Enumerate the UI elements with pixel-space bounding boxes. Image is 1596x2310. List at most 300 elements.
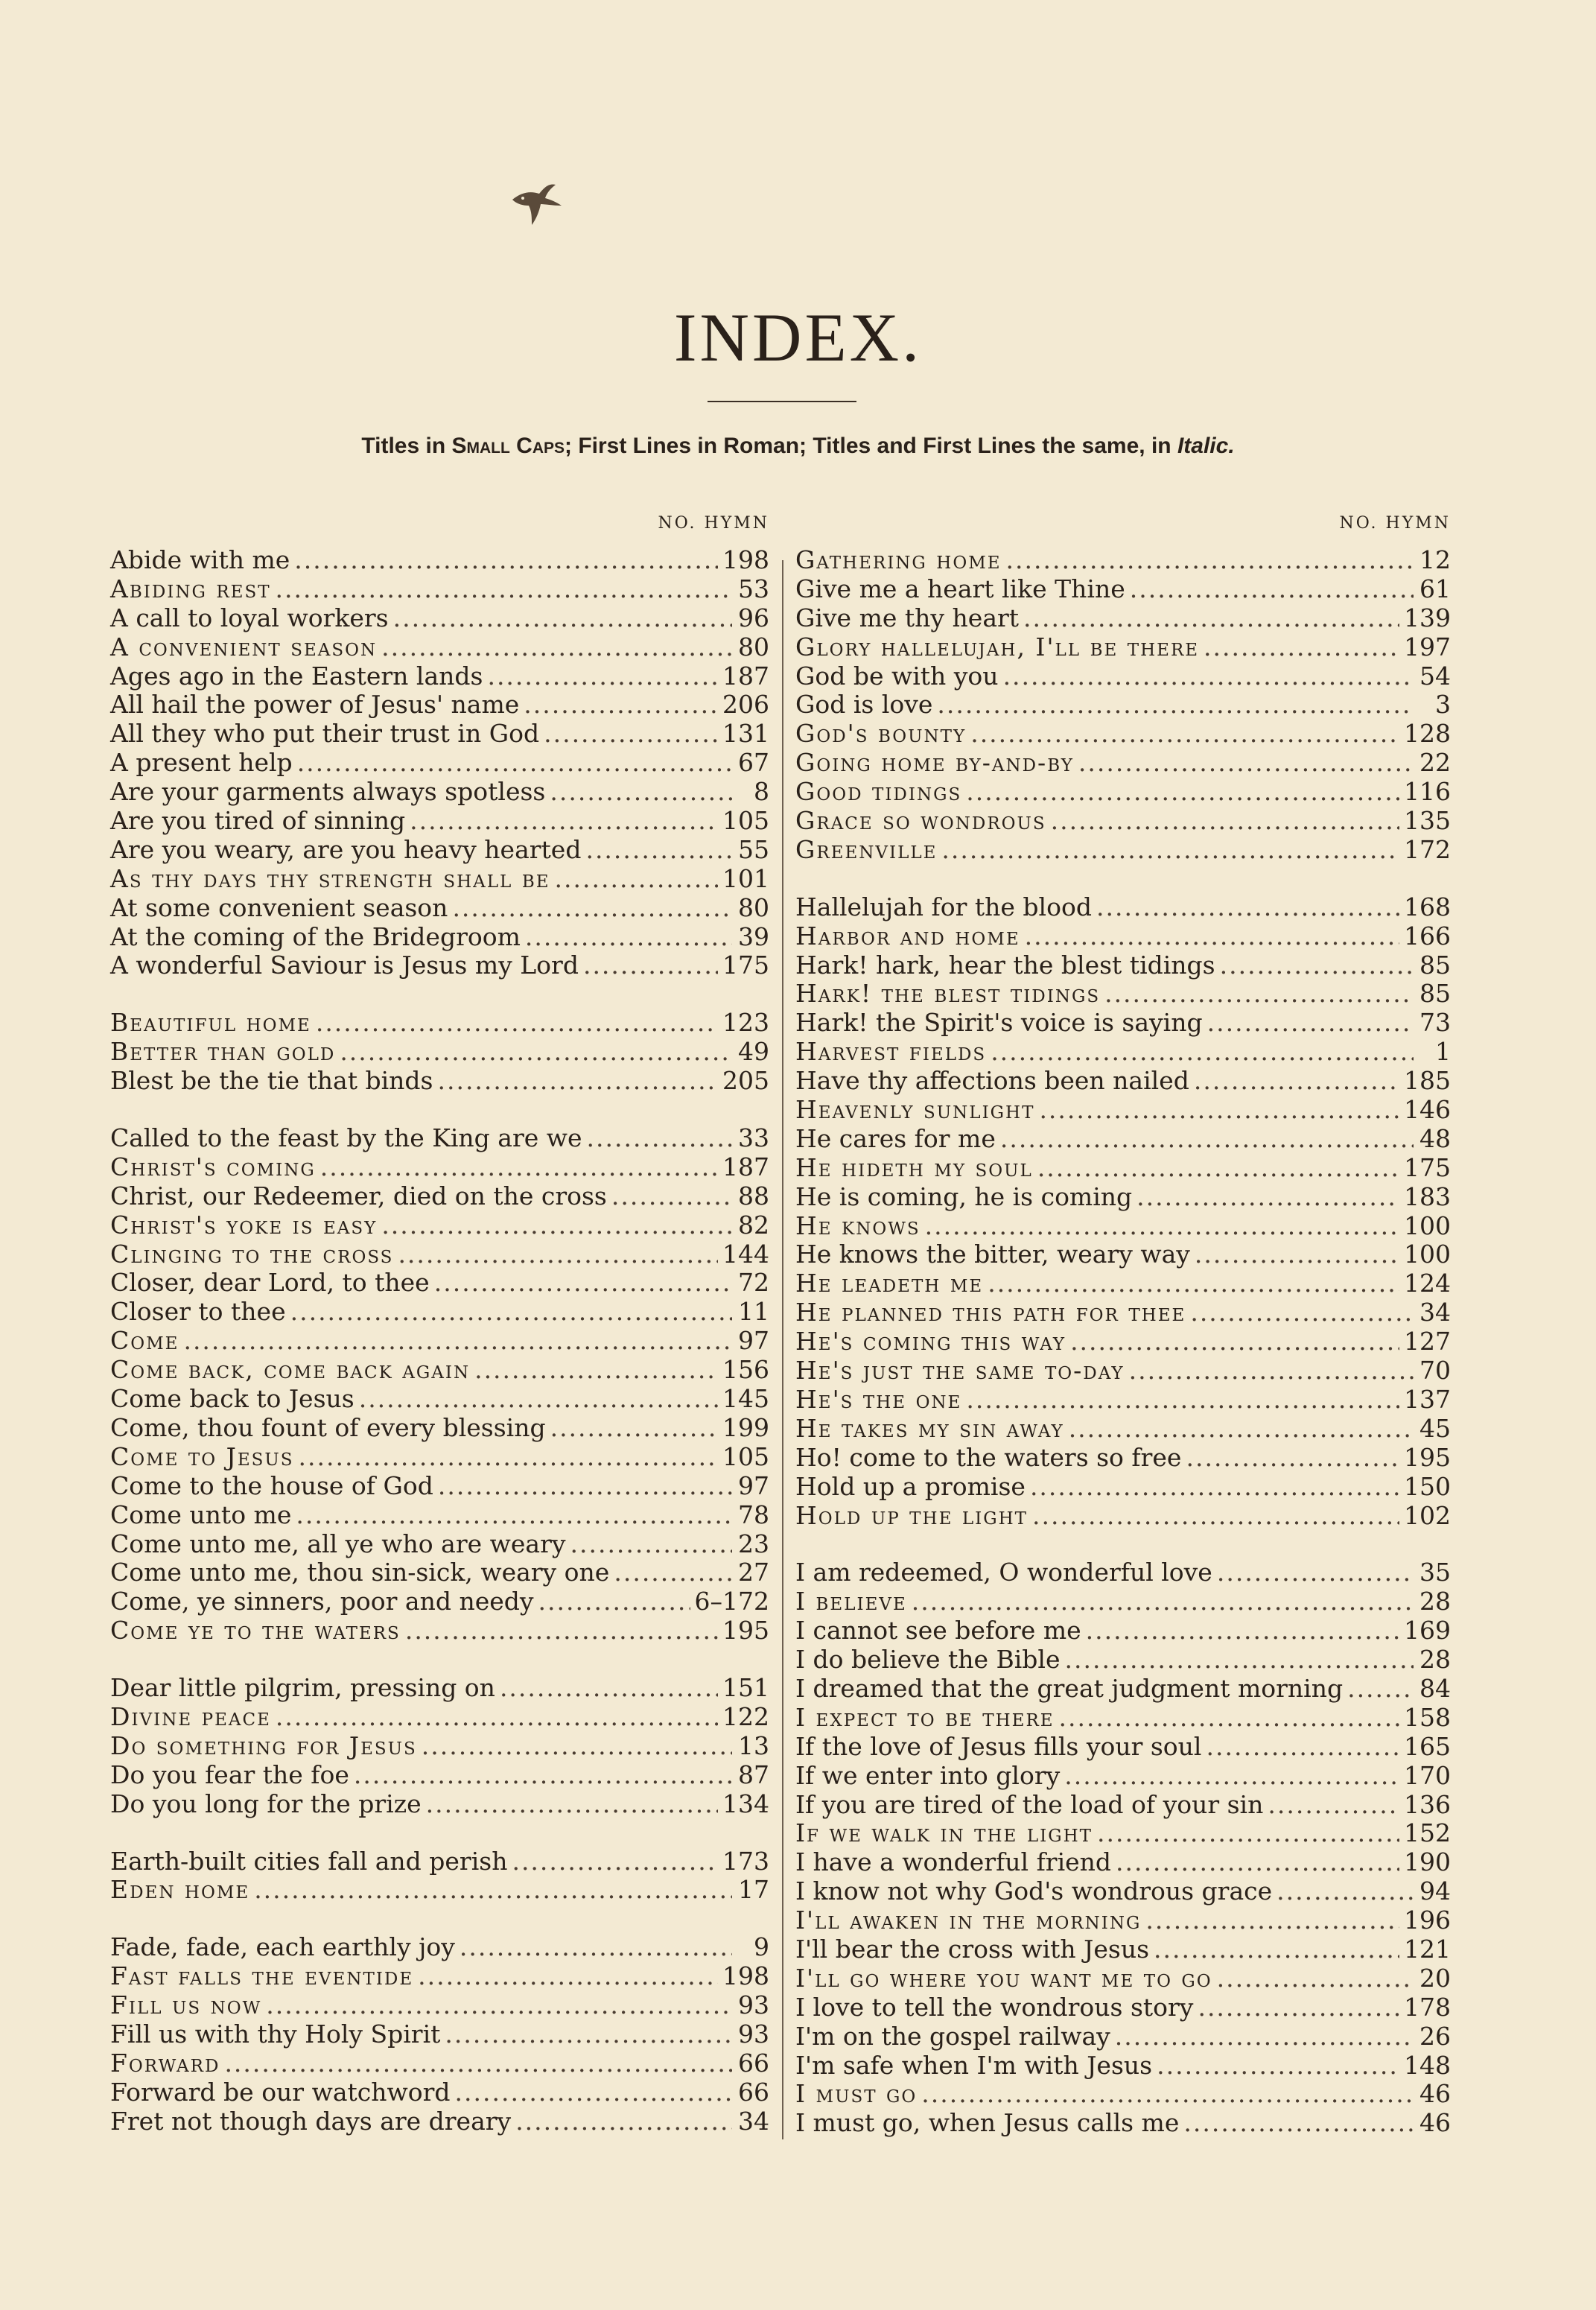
entry-title: Forward <box>110 2048 220 2078</box>
hymn-number: 28 <box>1419 1645 1451 1675</box>
dot-leader <box>1096 892 1399 921</box>
hymn-number: 72 <box>738 1268 769 1298</box>
dot-leader <box>434 1268 732 1297</box>
hymn-number: 144 <box>722 1239 769 1269</box>
hymn-number: 13 <box>738 1730 769 1760</box>
index-entry <box>795 545 1451 574</box>
entry-title: Greenville <box>795 834 938 864</box>
hymn-number: 178 <box>1404 1992 1451 2022</box>
hymn-number: 123 <box>722 1008 769 1038</box>
hymn-number: 80 <box>738 632 769 661</box>
hymn-number: 121 <box>1404 1934 1451 1964</box>
index-entry <box>795 806 1451 835</box>
dot-leader <box>1037 1153 1399 1182</box>
hymn-number: 190 <box>1404 1847 1451 1877</box>
hymn-number: 105 <box>722 1441 769 1471</box>
index-entry <box>110 574 769 603</box>
hymn-number: 46 <box>1419 2108 1451 2138</box>
dot-leader <box>460 1932 732 1961</box>
dot-leader <box>1064 1761 1399 1790</box>
dot-leader <box>297 748 732 777</box>
index-entry <box>795 2079 1451 2108</box>
index-entry <box>110 1297 769 1326</box>
dot-leader <box>1051 806 1399 835</box>
hymn-number: 196 <box>1404 1906 1451 1935</box>
index-entry <box>110 777 769 806</box>
index-entry <box>795 1327 1451 1356</box>
index-entry <box>795 1790 1451 1819</box>
index-entry <box>110 1500 769 1529</box>
dot-leader <box>1186 1443 1399 1472</box>
entry-title: Hold up a promise <box>795 1471 1026 1501</box>
entry-title: Come unto me, thou sin-sick, weary one <box>110 1558 610 1587</box>
index-entry <box>795 1472 1451 1501</box>
hymn-number: 206 <box>722 690 769 720</box>
entry-title: He hideth my soul <box>795 1152 1033 1182</box>
index-entry <box>110 1384 769 1413</box>
index-entry <box>110 1152 769 1181</box>
index-entry <box>795 1935 1451 1964</box>
dot-leader <box>437 1066 718 1095</box>
dot-leader <box>1032 1501 1399 1530</box>
index-entry <box>110 1702 769 1731</box>
hymn-number: 96 <box>738 603 769 632</box>
entry-title: I cannot see before me <box>795 1616 1081 1646</box>
hymn-number: 35 <box>1419 1558 1451 1587</box>
index-entry <box>110 835 769 864</box>
entry-title: I'm on the gospel railway <box>795 2021 1110 2051</box>
hymn-number: 168 <box>1404 892 1451 921</box>
index-entry <box>795 1847 1451 1876</box>
entry-title: Come <box>110 1326 179 1356</box>
index-entry <box>110 632 769 661</box>
index-column-right <box>795 514 1451 2137</box>
hymn-number: 128 <box>1404 719 1451 749</box>
hymn-number: 197 <box>1404 632 1451 661</box>
entry-title: He's just the same to-day <box>795 1356 1125 1386</box>
legend-part-1: Titles in <box>361 434 452 458</box>
index-entry <box>110 1240 769 1269</box>
entry-title: Are you tired of sinning <box>110 806 406 836</box>
entry-title: He leadeth me <box>795 1269 984 1298</box>
index-entry <box>110 603 769 632</box>
hymn-number: 187 <box>722 1152 769 1181</box>
hymn-number: 70 <box>1419 1356 1451 1386</box>
index-entry <box>110 951 769 980</box>
hymn-number: 198 <box>722 1961 769 1991</box>
dot-leader <box>1136 1182 1399 1211</box>
hymn-number: 28 <box>1419 1587 1451 1616</box>
hymn-number: 53 <box>738 574 769 603</box>
dot-leader <box>452 893 732 922</box>
entry-title: Hark! the Spirit's voice is saying <box>795 1008 1203 1038</box>
hymn-number: 93 <box>738 2019 769 2049</box>
index-entry <box>110 690 769 719</box>
index-entry <box>110 748 769 777</box>
entry-title: I love to tell the wondrous story <box>795 1992 1194 2022</box>
index-entry <box>795 1414 1451 1443</box>
hymn-number: 34 <box>1419 1298 1451 1327</box>
index-entry <box>110 1037 769 1066</box>
entry-title: A convenient season <box>110 632 378 661</box>
dot-leader <box>276 1702 718 1731</box>
dot-leader <box>1070 1327 1399 1356</box>
index-entry <box>110 1587 769 1616</box>
dot-leader <box>1190 1298 1414 1327</box>
dot-leader <box>290 1297 732 1326</box>
index-entry <box>795 1674 1451 1703</box>
hymn-number: 198 <box>722 545 769 574</box>
entry-title: He planned this path for thee <box>795 1298 1186 1327</box>
index-entry <box>795 1993 1451 2022</box>
entry-title: Come, ye sinners, poor and needy <box>110 1587 534 1616</box>
dot-leader <box>611 1181 732 1210</box>
index-entry <box>110 1875 769 1904</box>
dot-leader <box>410 806 718 835</box>
hymn-number: 169 <box>1404 1616 1451 1646</box>
hymn-number: 3 <box>1435 690 1451 720</box>
dot-leader <box>1086 1616 1399 1645</box>
index-entry <box>795 1037 1451 1066</box>
entry-title: He cares for me <box>795 1123 996 1153</box>
hymn-number: 78 <box>738 1500 769 1529</box>
index-entry <box>110 719 769 748</box>
index-entry <box>795 1182 1451 1211</box>
entry-title: Do you long for the prize <box>110 1789 422 1818</box>
column-header: NO. HYMN <box>658 514 769 533</box>
dot-leader <box>1104 979 1414 1008</box>
dot-leader <box>937 690 1414 719</box>
index-entry <box>110 893 769 922</box>
dot-leader <box>1206 1732 1399 1761</box>
dot-leader <box>1039 1095 1399 1124</box>
hymn-number: 82 <box>738 1210 769 1240</box>
hymn-number: 66 <box>738 2048 769 2078</box>
index-entry <box>110 922 769 951</box>
dot-leader <box>393 603 732 632</box>
entry-title: Christ's coming <box>110 1152 316 1181</box>
entry-title: A wonderful Saviour is Jesus my Lord <box>110 951 579 980</box>
hymn-number: 6–172 <box>694 1587 769 1616</box>
index-entry <box>110 661 769 691</box>
hymn-number: 185 <box>1404 1066 1451 1096</box>
index-entry <box>795 1906 1451 1935</box>
dot-leader <box>585 835 732 864</box>
dot-leader <box>570 1529 732 1558</box>
hymn-number: 26 <box>1419 2021 1451 2051</box>
dot-leader <box>426 1789 718 1818</box>
dot-leader <box>583 951 718 980</box>
index-entry <box>795 892 1451 921</box>
entry-title: Harvest fields <box>795 1037 987 1067</box>
dot-leader <box>587 1123 732 1152</box>
dot-leader <box>276 574 732 603</box>
dot-leader <box>512 1847 718 1876</box>
entry-title: All they who put their trust in God <box>110 719 540 749</box>
dot-leader <box>1078 748 1414 777</box>
index-entry <box>795 661 1451 691</box>
index-entry <box>110 1413 769 1442</box>
hymn-number: 1 <box>1435 1037 1451 1067</box>
dot-leader <box>525 922 732 951</box>
entry-title: A present help <box>110 748 293 778</box>
index-entry <box>110 2019 769 2049</box>
hymn-number: 158 <box>1404 1702 1451 1732</box>
entry-title: I know not why God's wondrous grace <box>795 1876 1273 1906</box>
index-entry <box>110 1442 769 1471</box>
index-entry <box>795 1703 1451 1732</box>
hymn-number: 134 <box>722 1789 769 1818</box>
hymn-number: 45 <box>1419 1413 1451 1443</box>
dot-leader <box>1183 2108 1414 2137</box>
entry-title: Eden home <box>110 1875 250 1905</box>
index-entry <box>795 777 1451 806</box>
hymn-number: 54 <box>1419 661 1451 691</box>
legend-italic: Italic. <box>1177 434 1235 458</box>
entry-title: He is coming, he is coming <box>795 1181 1133 1211</box>
dot-leader <box>1115 2022 1414 2051</box>
index-entry <box>795 1356 1451 1385</box>
entry-title: Divine peace <box>110 1701 271 1731</box>
index-entry <box>110 806 769 835</box>
entry-title: Earth-built cities fall and perish <box>110 1846 508 1876</box>
hymn-number: 146 <box>1404 1095 1451 1125</box>
index-entry <box>795 1269 1451 1298</box>
dot-leader <box>254 1875 732 1904</box>
dot-leader <box>405 1616 718 1645</box>
hymn-number: 88 <box>738 1181 769 1210</box>
index-entry <box>795 1558 1451 1587</box>
entry-title: Forward be our watchword <box>110 2077 451 2107</box>
hymn-number: 34 <box>738 2106 769 2136</box>
dot-leader <box>1157 2051 1399 2080</box>
hymn-number: 97 <box>738 1326 769 1356</box>
index-legend <box>0 434 1596 459</box>
entry-title: I expect to be there <box>795 1702 1055 1732</box>
index-entry <box>110 1932 769 1961</box>
hymn-number: 205 <box>722 1066 769 1096</box>
hymn-number: 93 <box>738 1990 769 2020</box>
hymn-number: 46 <box>1419 2079 1451 2109</box>
index-entry <box>110 1529 769 1558</box>
hymn-number: 94 <box>1419 1876 1451 1906</box>
index-entry <box>795 1587 1451 1616</box>
index-column-left <box>110 514 769 2136</box>
dot-leader <box>359 1384 718 1413</box>
entry-title: I'll bear the cross with Jesus <box>795 1934 1150 1964</box>
entry-title: Closer, dear Lord, to thee <box>110 1268 430 1298</box>
dot-leader <box>991 1037 1414 1066</box>
entry-title: Abide with me <box>110 545 290 574</box>
index-entry <box>795 835 1451 864</box>
dot-leader <box>912 1587 1414 1616</box>
index-entry <box>110 1066 769 1095</box>
entry-title: God's bounty <box>795 719 967 749</box>
index-entry <box>795 2051 1451 2080</box>
hymn-number: 49 <box>738 1037 769 1067</box>
hymn-number: 136 <box>1404 1789 1451 1819</box>
entry-title: Going home by-and-by <box>795 748 1074 778</box>
index-entry <box>795 2108 1451 2137</box>
hymn-number: 102 <box>1404 1500 1451 1530</box>
dot-leader <box>1097 1818 1399 1847</box>
dot-leader <box>550 1413 718 1442</box>
entry-title: God be with you <box>795 661 999 691</box>
index-entry <box>110 864 769 893</box>
entry-title: As thy days thy strength shall be <box>110 863 550 893</box>
index-entry <box>110 1181 769 1210</box>
dot-leader <box>1194 1066 1399 1095</box>
index-entry <box>795 603 1451 632</box>
hymn-number: 175 <box>1404 1152 1451 1182</box>
index-entry <box>110 545 769 574</box>
dot-leader <box>1217 1558 1414 1587</box>
entry-title: Better than gold <box>110 1037 336 1067</box>
dot-leader <box>500 1673 718 1702</box>
hymn-number: 175 <box>722 951 769 980</box>
entry-title: He's the one <box>795 1384 962 1414</box>
dot-leader <box>988 1269 1399 1298</box>
index-entry <box>110 1558 769 1587</box>
index-entry <box>795 1298 1451 1327</box>
entry-title: At the coming of the Bridegroom <box>110 921 521 951</box>
entry-title: Christ's yoke is easy <box>110 1210 378 1240</box>
entry-title: Called to the feast by the King are we <box>110 1123 582 1153</box>
index-entry <box>795 632 1451 661</box>
dot-leader <box>296 1500 732 1529</box>
index-entry <box>795 1124 1451 1153</box>
dot-leader <box>1025 921 1399 951</box>
dot-leader <box>445 2019 732 2049</box>
entry-title: Have thy affections been nailed <box>795 1066 1189 1096</box>
entry-title: He takes my sin away <box>795 1413 1064 1443</box>
dot-leader <box>1116 1847 1399 1876</box>
dot-leader <box>1130 574 1414 603</box>
dot-leader <box>555 864 718 893</box>
hymn-number: 145 <box>722 1384 769 1414</box>
index-entry <box>110 1990 769 2019</box>
entry-title: He knows the bitter, weary way <box>795 1240 1190 1269</box>
entry-title: Are your garments always spotless <box>110 777 546 807</box>
dot-leader <box>925 1211 1399 1240</box>
entry-title: Clinging to the cross <box>110 1239 394 1269</box>
entry-title: Good tidings <box>795 777 962 807</box>
entry-title: Are you weary, are you heavy hearted <box>110 834 582 864</box>
page-title: INDEX. <box>673 299 923 375</box>
hymn-number: 131 <box>722 719 769 749</box>
hymn-number: 85 <box>1419 979 1451 1009</box>
entry-title: Come, thou fount of every blessing <box>110 1412 546 1442</box>
index-entry <box>795 748 1451 777</box>
hymn-number: 122 <box>722 1701 769 1731</box>
dot-leader <box>614 1558 732 1587</box>
dot-leader <box>1195 1240 1399 1269</box>
dot-leader <box>1129 1356 1414 1385</box>
dot-leader <box>1003 661 1414 691</box>
dot-leader <box>966 777 1399 806</box>
index-entry <box>110 1789 769 1818</box>
column-divider <box>782 560 783 2139</box>
index-entry <box>110 1008 769 1037</box>
hymn-number: 22 <box>1419 748 1451 778</box>
entry-title: I'll awaken in the morning <box>795 1906 1142 1935</box>
entry-title: I must go <box>795 2079 918 2109</box>
entry-title: Fade, fade, each earthly joy <box>110 1932 455 1962</box>
entry-title: Give me a heart like Thine <box>795 574 1125 603</box>
dot-leader <box>266 1990 732 2019</box>
index-entry <box>795 1211 1451 1240</box>
hymn-number: 199 <box>722 1412 769 1442</box>
dot-leader <box>1023 603 1399 632</box>
column-header: NO. HYMN <box>1339 514 1451 533</box>
dot-leader <box>422 1731 732 1760</box>
index-entry <box>110 1760 769 1789</box>
dot-leader <box>455 2078 732 2107</box>
entry-title: I dreamed that the great judgment morning <box>795 1673 1344 1703</box>
index-entry <box>795 1616 1451 1645</box>
title-rule <box>708 401 856 402</box>
entry-title: Abiding rest <box>110 574 271 603</box>
hymn-number: 151 <box>722 1673 769 1703</box>
entry-title: Come back, come back again <box>110 1355 471 1385</box>
entry-title: He's coming this way <box>795 1327 1066 1357</box>
index-entry <box>795 1645 1451 1674</box>
dot-leader <box>381 632 732 661</box>
index-entry <box>110 1616 769 1645</box>
index-entry <box>110 1673 769 1702</box>
index-entry <box>795 1443 1451 1472</box>
index-entry <box>110 1471 769 1500</box>
dot-leader <box>1268 1790 1399 1819</box>
entry-title: Ho! come to the waters so free <box>795 1442 1182 1472</box>
hymn-number: 66 <box>738 2077 769 2107</box>
hymn-number: 183 <box>1404 1181 1451 1211</box>
dot-leader <box>1069 1414 1414 1443</box>
entry-title: If the love of Jesus fills your soul <box>795 1731 1202 1761</box>
entry-title: At some convenient season <box>110 892 448 922</box>
entry-title: I believe <box>795 1587 907 1616</box>
entry-title: A call to loyal workers <box>110 603 389 632</box>
entry-title: Fret not though days are dreary <box>110 2106 512 2136</box>
entry-title: All hail the power of Jesus' name <box>110 690 520 720</box>
entry-title: God is love <box>795 690 933 720</box>
index-entry <box>795 979 1451 1008</box>
hymn-number: 172 <box>1404 834 1451 864</box>
dot-leader <box>1207 1008 1414 1037</box>
dot-leader <box>294 545 718 574</box>
entry-title: Gathering home <box>795 545 1002 574</box>
entry-title: Ages ago in the Eastern lands <box>110 661 483 691</box>
dot-leader <box>1220 951 1414 980</box>
hymn-number: 33 <box>738 1123 769 1153</box>
index-entry <box>795 1095 1451 1124</box>
dot-leader <box>550 777 732 806</box>
dot-leader <box>1000 1124 1414 1153</box>
entry-title: If we enter into glory <box>795 1760 1061 1790</box>
hymn-number: 170 <box>1404 1760 1451 1790</box>
index-entry <box>795 1964 1451 1993</box>
entry-title: Come to Jesus <box>110 1441 294 1471</box>
hymn-number: 12 <box>1419 545 1451 574</box>
index-entry <box>795 1240 1451 1269</box>
dot-leader <box>381 1210 732 1240</box>
entry-title: Come ye to the waters <box>110 1616 401 1646</box>
hymn-number: 84 <box>1419 1673 1451 1703</box>
hymn-number: 135 <box>1404 806 1451 836</box>
dot-leader <box>438 1471 732 1500</box>
entry-title: Heavenly sunlight <box>795 1095 1035 1125</box>
hymn-number: 150 <box>1404 1471 1451 1501</box>
